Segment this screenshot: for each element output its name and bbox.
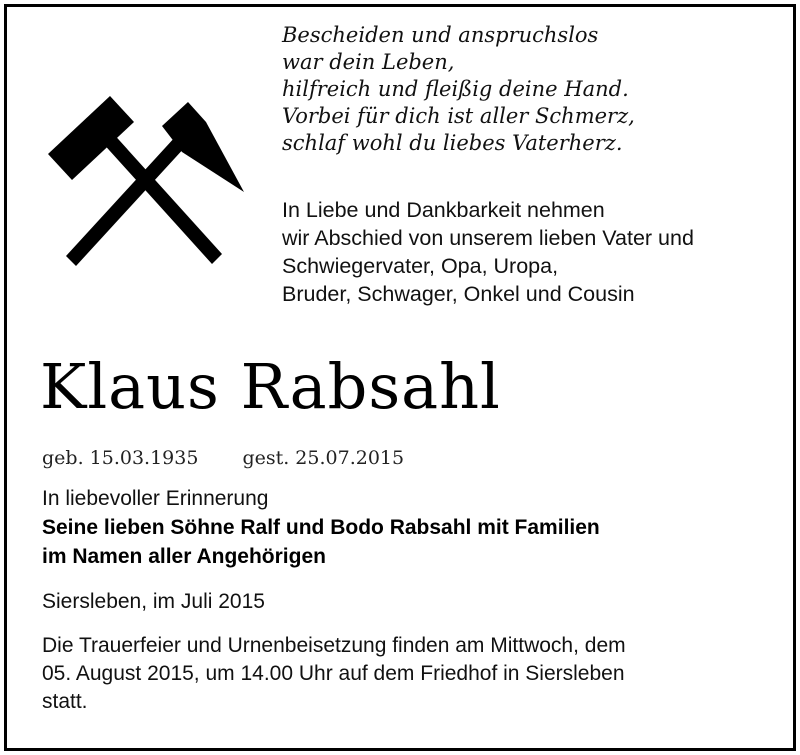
farewell-line: wir Abschied von unserem lieben Vater und [282,226,694,250]
funeral-line: 05. August 2015, um 14.00 Uhr auf dem Friedhof in Siersleben [42,662,625,685]
poem [282,22,782,157]
mourners [42,484,782,571]
poem-line: schlaf wohl du liebes Vaterherz. [282,131,623,155]
mourners-line: Seine lieben Söhne Ralf und Bodo Rabsahl mit Familien [42,516,600,539]
poem-line: Bescheiden und anspruchslos [282,23,599,47]
poem-line: war dein Leben, [282,50,455,74]
poem-line: Vorbei für dich ist aller Schmerz, [282,104,635,128]
memory-intro: In liebevoller Erinnerung [42,487,269,510]
crossed-hammers-icon [38,96,246,266]
funeral-line: Die Trauerfeier und Urnenbeisetzung finden am Mittwoch, dem [42,634,626,657]
funeral-notice [42,632,782,716]
farewell-line: Schwiegervater, Opa, Uropa, [282,254,559,278]
poem-line: hilfreich und fleißig deine Hand. [282,77,629,101]
farewell-text [282,196,782,308]
birth-date: geb. 15.03.1935 [42,447,199,469]
death-date: gest. 25.07.2015 [242,447,405,469]
place-date: Siersleben, im Juli 2015 [42,590,265,613]
farewell-line: In Liebe und Dankbarkeit nehmen [282,198,605,222]
mourners-line: im Namen aller Angehörigen [42,545,326,568]
deceased-name: Klaus Rabsahl [40,350,501,423]
farewell-line: Bruder, Schwager, Onkel und Cousin [282,282,635,306]
funeral-line: statt. [42,690,88,713]
life-dates [42,444,742,472]
